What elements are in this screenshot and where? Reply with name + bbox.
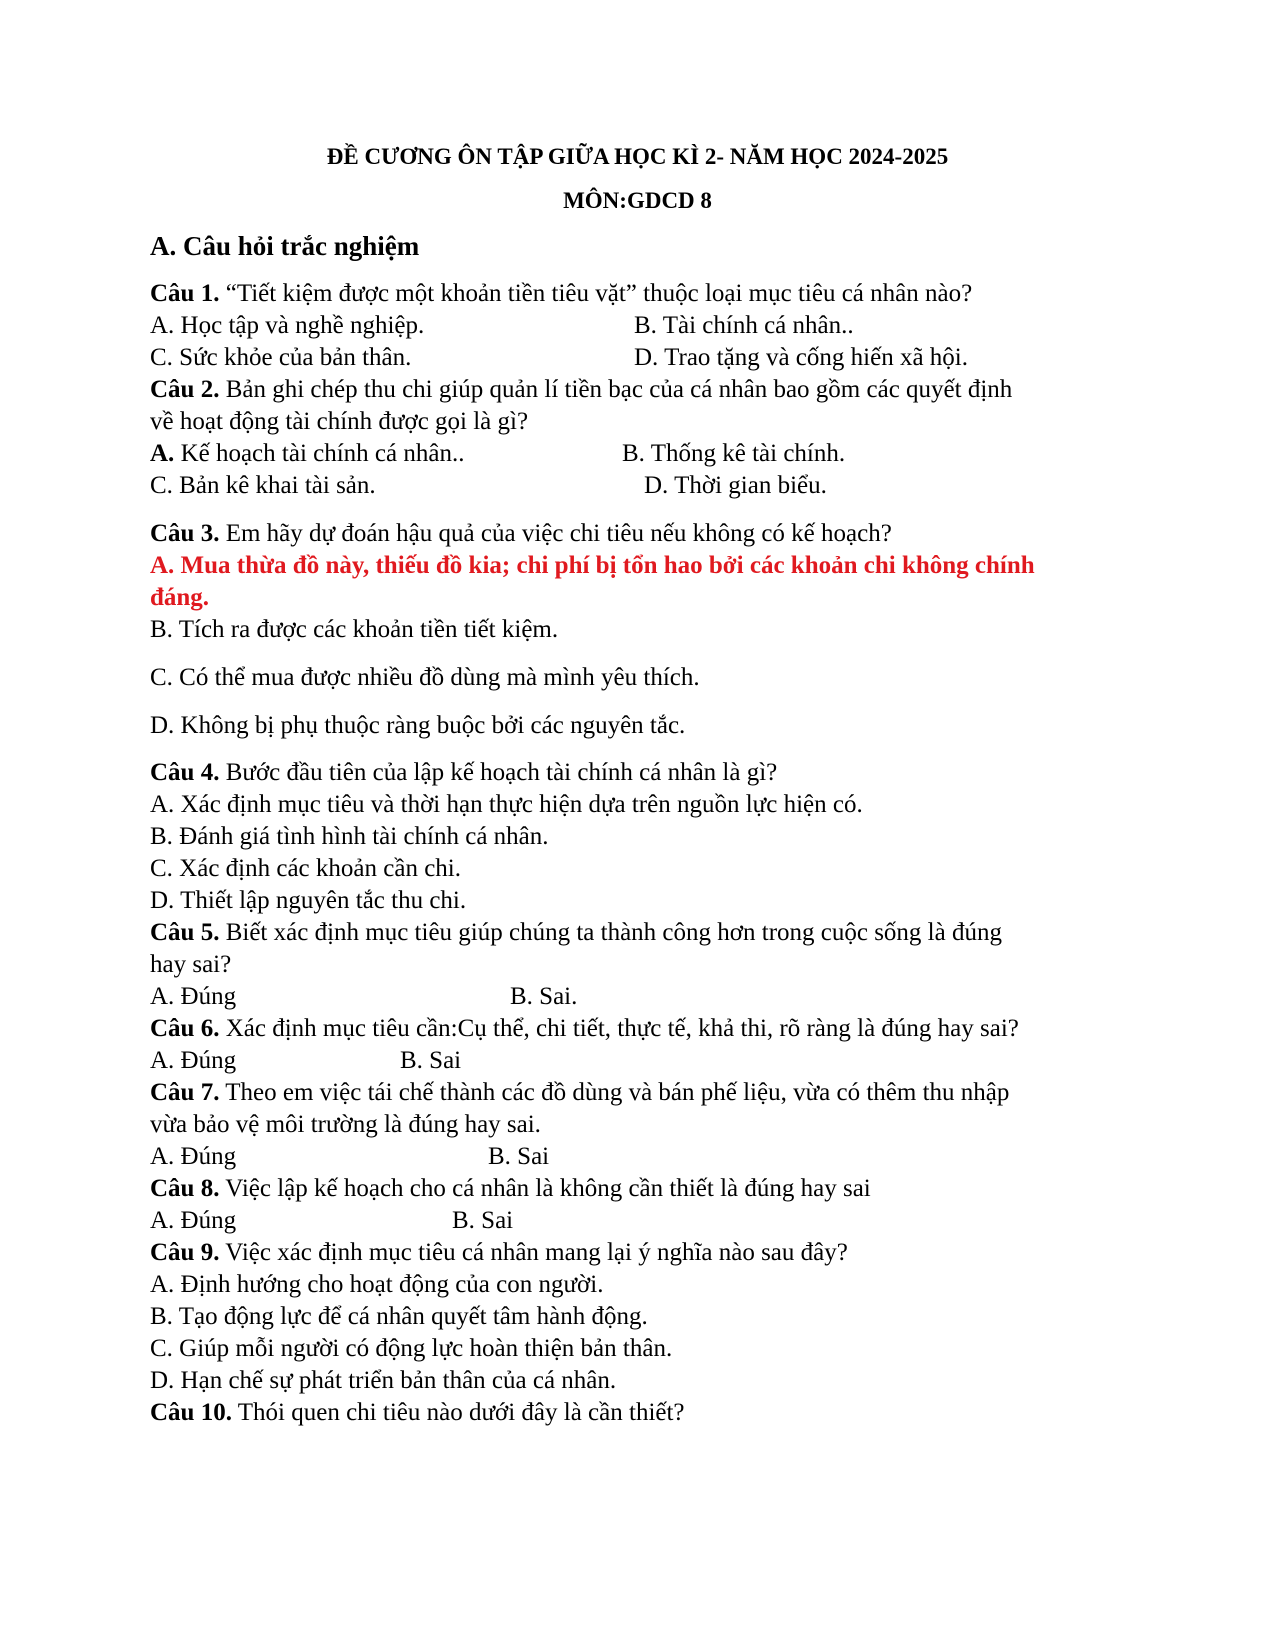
q4-option-b: B. Đánh giá tình hình tài chính cá nhân. bbox=[150, 823, 549, 850]
q4-option-c: C. Xác định các khoản cần chi. bbox=[150, 855, 461, 882]
question-7-continued: vừa bảo vệ môi trường là đúng hay sai. bbox=[150, 1111, 541, 1138]
question-6 bbox=[150, 1013, 1019, 1045]
question-text: Bản ghi chép thu chi giúp quản lí tiền bạc của cá nhân bao gồm các quyết định bbox=[219, 376, 1013, 403]
question-text: Em hãy dự đoán hậu quả của việc chi tiêu nếu không có kế hoạch? bbox=[219, 520, 892, 547]
q3-option-b: B. Tích ra được các khoản tiền tiết kiệm. bbox=[150, 616, 559, 643]
question-label: Câu 2. bbox=[150, 376, 220, 403]
q5-option-b: B. Sai. bbox=[510, 983, 578, 1010]
question-1 bbox=[150, 278, 972, 310]
question-5-continued: hay sai? bbox=[150, 951, 232, 978]
q7-option-a: A. Đúng bbox=[150, 1143, 237, 1170]
q6-option-b: B. Sai bbox=[400, 1047, 462, 1074]
q9-option-b: B. Tạo động lực để cá nhân quyết tâm hành động. bbox=[150, 1303, 648, 1330]
document-subject: MÔN:GDCD 8 bbox=[563, 188, 712, 213]
question-label: Câu 8. bbox=[150, 1175, 220, 1202]
question-label: Câu 7. bbox=[150, 1079, 220, 1106]
q9-option-c: C. Giúp mỗi người có động lực hoàn thiện bản thân. bbox=[150, 1335, 673, 1362]
q4-option-a: A. Xác định mục tiêu và thời hạn thực hiện dựa trên nguồn lực hiện có. bbox=[150, 791, 863, 818]
q9-option-d: D. Hạn chế sự phát triển bản thân của cá nhân. bbox=[150, 1367, 617, 1394]
q1-option-a: A. Học tập và nghề nghiệp. bbox=[150, 312, 425, 339]
q3-option-c: C. Có thể mua được nhiều đồ dùng mà mình yêu thích. bbox=[150, 664, 700, 691]
option-text: Kế hoạch tài chính cá nhân.. bbox=[174, 440, 465, 467]
question-10 bbox=[150, 1397, 685, 1429]
q3-option-a-answer: A. Mua thừa đồ này, thiếu đồ kia; chi phí bị tổn hao bởi các khoản chi không chính bbox=[150, 552, 1035, 579]
q9-option-a: A. Định hướng cho hoạt động của con người. bbox=[150, 1271, 604, 1298]
question-9 bbox=[150, 1237, 848, 1269]
question-4 bbox=[150, 757, 777, 789]
option-letter: A. bbox=[150, 440, 175, 467]
question-label: Câu 1. bbox=[150, 280, 220, 307]
question-label: Câu 10. bbox=[150, 1399, 232, 1426]
question-text: Bước đầu tiên của lập kế hoạch tài chính cá nhân là gì? bbox=[219, 759, 778, 786]
q1-option-d: D. Trao tặng và cống hiến xã hội. bbox=[634, 344, 968, 371]
question-text: Biết xác định mục tiêu giúp chúng ta thành công hơn trong cuộc sống là đúng bbox=[219, 919, 1002, 946]
question-2 bbox=[150, 374, 1012, 406]
question-label: Câu 6. bbox=[150, 1015, 220, 1042]
question-5 bbox=[150, 917, 1002, 949]
question-text: Theo em việc tái chế thành các đồ dùng và bán phế liệu, vừa có thêm thu nhập bbox=[219, 1079, 1010, 1106]
q4-option-d: D. Thiết lập nguyên tắc thu chi. bbox=[150, 887, 467, 914]
document-title: ĐỀ CƯƠNG ÔN TẬP GIỮA HỌC KÌ 2- NĂM HỌC 2024-2025 bbox=[326, 144, 949, 169]
q5-option-a: A. Đúng bbox=[150, 983, 237, 1010]
question-3 bbox=[150, 518, 892, 550]
question-text: “Tiết kiệm được một khoản tiền tiêu vặt” thuộc loại mục tiêu cá nhân nào? bbox=[219, 280, 973, 307]
q3-option-d: D. Không bị phụ thuộc ràng buộc bởi các nguyên tắc. bbox=[150, 712, 686, 739]
question-label: Câu 5. bbox=[150, 919, 220, 946]
q8-option-b: B. Sai bbox=[452, 1207, 514, 1234]
question-8 bbox=[150, 1173, 871, 1205]
question-label: Câu 4. bbox=[150, 759, 220, 786]
question-label: Câu 9. bbox=[150, 1239, 220, 1266]
question-text: Việc lập kế hoạch cho cá nhân là không cần thiết là đúng hay sai bbox=[219, 1175, 871, 1202]
question-text: Việc xác định mục tiêu cá nhân mang lại ý nghĩa nào sau đây? bbox=[219, 1239, 848, 1266]
question-text: Xác định mục tiêu cần:Cụ thể, chi tiết, thực tế, khả thi, rõ ràng là đúng hay sai? bbox=[219, 1015, 1019, 1042]
q2-option-d: D. Thời gian biểu. bbox=[644, 472, 827, 499]
q3-option-a-answer-continued: đáng. bbox=[150, 584, 210, 611]
q7-option-b: B. Sai bbox=[488, 1143, 550, 1170]
q2-option-c: C. Bản kê khai tài sản. bbox=[150, 472, 376, 499]
q2-option-b: B. Thống kê tài chính. bbox=[622, 440, 846, 467]
question-text: Thói quen chi tiêu nào dưới đây là cần thiết? bbox=[231, 1399, 685, 1426]
question-label: Câu 3. bbox=[150, 520, 220, 547]
q8-option-a: A. Đúng bbox=[150, 1207, 237, 1234]
q1-option-c: C. Sức khỏe của bản thân. bbox=[150, 344, 412, 371]
section-heading: A. Câu hỏi trắc nghiệm bbox=[150, 231, 420, 261]
q1-option-b: B. Tài chính cá nhân.. bbox=[634, 312, 854, 339]
q6-option-a: A. Đúng bbox=[150, 1047, 237, 1074]
question-2-continued: về hoạt động tài chính được gọi là gì? bbox=[150, 408, 529, 435]
q2-option-a bbox=[150, 438, 464, 470]
question-7 bbox=[150, 1077, 1009, 1109]
